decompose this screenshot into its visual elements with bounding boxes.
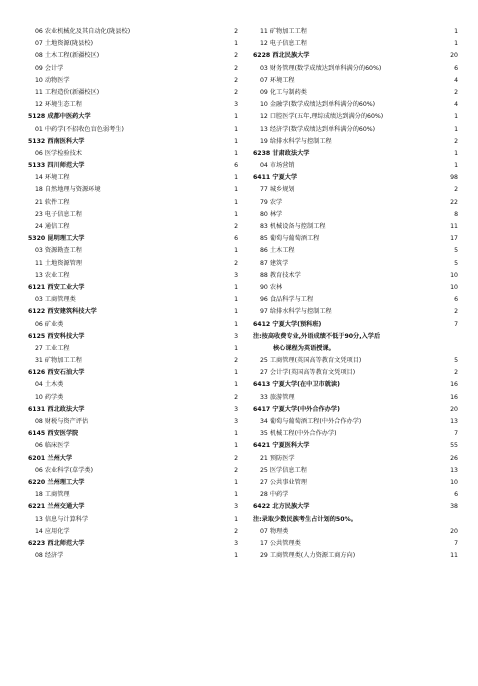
major-row — [253, 26, 458, 38]
major-row — [253, 136, 458, 148]
row-label: 11 土地资源管理 — [35, 259, 82, 267]
major-row — [28, 379, 238, 391]
major-row — [28, 270, 238, 282]
major-row — [253, 75, 458, 87]
row-label: 6122 西安建筑科技大学 — [28, 308, 97, 316]
row-count: 1 — [234, 125, 238, 133]
row-count: 3 — [234, 332, 238, 340]
row-count: 2 — [454, 186, 458, 194]
major-row — [28, 440, 238, 452]
row-label: 97 给排水科学与控制工程 — [260, 308, 332, 316]
row-label: 87 建筑学 — [260, 259, 289, 267]
major-row — [253, 428, 458, 440]
major-row — [253, 38, 458, 50]
school-row — [28, 538, 238, 550]
major-row — [253, 538, 458, 550]
major-row — [253, 355, 458, 367]
row-label: 6421 宁夏医科大学 — [253, 442, 310, 450]
row-label: 14 应用化学 — [35, 527, 70, 535]
row-count: 1 — [234, 210, 238, 218]
row-label: 29 工商管理类(人力资源工商方向) — [260, 552, 356, 560]
row-count: 1 — [234, 40, 238, 48]
row-label: 01 中药学(不招收色盲色弱考生) — [35, 125, 124, 133]
major-row — [253, 367, 458, 379]
major-row — [253, 392, 458, 404]
row-label: 6411 宁夏大学 — [253, 174, 298, 182]
major-row — [253, 63, 458, 75]
row-count: 11 — [450, 223, 458, 230]
school-row — [28, 136, 238, 148]
row-count: 5 — [454, 259, 458, 267]
school-row — [28, 331, 238, 343]
row-count: 1 — [234, 552, 238, 560]
row-count: 26 — [450, 454, 458, 462]
row-label: 35 机械工程(中外合作办学) — [260, 430, 337, 438]
row-label: 06 农业机械化及其自动化(陇县校) — [35, 28, 131, 35]
school-row — [28, 160, 238, 172]
row-label: 28 中药学 — [260, 491, 289, 499]
row-count: 1 — [234, 478, 238, 486]
row-label: 10 金融学(数学成绩达到单科满分的60%) — [260, 101, 376, 109]
row-count: 20 — [450, 527, 458, 535]
major-row — [253, 294, 458, 306]
row-count: 2 — [234, 357, 238, 365]
row-count: 6 — [454, 491, 458, 499]
row-label: 18 自然地理与资源环境 — [35, 186, 101, 194]
row-count: 20 — [450, 405, 458, 413]
row-label: 6126 西安石油大学 — [28, 369, 85, 377]
row-label: 6412 宁夏大学(预科班) — [253, 320, 322, 328]
row-label: 90 农林 — [260, 283, 283, 291]
row-count: 3 — [234, 271, 238, 279]
school-row — [28, 233, 238, 245]
row-count: 1 — [234, 308, 238, 316]
major-row — [253, 489, 458, 501]
row-count: 1 — [234, 442, 238, 450]
major-row — [253, 550, 458, 562]
major-row — [253, 124, 458, 136]
major-row — [28, 294, 238, 306]
row-label: 6238 甘肃政法大学 — [253, 149, 310, 157]
school-row — [28, 367, 238, 379]
row-label: 24 通信工程 — [35, 223, 70, 230]
school-row — [253, 172, 458, 184]
note-row — [253, 331, 458, 343]
row-count: 2 — [454, 88, 458, 96]
major-row — [253, 270, 458, 282]
row-label: 79 农学 — [260, 198, 283, 206]
row-count: 2 — [234, 64, 238, 72]
row-label: 08 经济学 — [35, 552, 64, 560]
row-label: 25 医学信息工程 — [260, 466, 307, 474]
row-label: 13 农业工程 — [35, 271, 70, 279]
row-label: 21 预防医学 — [260, 454, 295, 462]
major-row — [28, 26, 238, 38]
row-count: 2 — [234, 88, 238, 96]
major-row — [28, 343, 238, 355]
major-row — [28, 172, 238, 184]
major-row — [28, 355, 238, 367]
row-count: 1 — [234, 296, 238, 304]
row-label: 96 食品科学与工程 — [260, 296, 314, 304]
school-row — [253, 440, 458, 452]
row-label: 34 葡萄与葡萄酒工程(中外合作办学) — [260, 418, 362, 425]
row-label: 5320 昆明理工大学 — [28, 235, 85, 243]
row-label: 31 矿物加工工程 — [35, 357, 82, 365]
major-row — [253, 465, 458, 477]
school-row — [253, 379, 458, 391]
school-row — [28, 428, 238, 440]
major-row — [28, 416, 238, 428]
row-count: 1 — [234, 344, 238, 352]
major-row — [28, 209, 238, 221]
note-row — [253, 514, 458, 526]
major-row — [253, 209, 458, 221]
row-label: 03 工商管理类 — [35, 296, 76, 304]
row-count: 55 — [450, 442, 458, 450]
row-count: 2 — [234, 466, 238, 474]
row-label: 6417 宁夏大学(中外合作办学) — [253, 405, 340, 413]
row-count: 98 — [450, 174, 458, 182]
row-count: 1 — [234, 491, 238, 499]
row-label: 10 动物医学 — [35, 76, 70, 84]
row-label: 19 给排水科学与控制工程 — [260, 137, 332, 145]
major-row — [28, 124, 238, 136]
school-row — [253, 148, 458, 160]
row-count: 2 — [234, 393, 238, 401]
row-label: 11 工程造价(新疆校区) — [35, 88, 100, 96]
row-label: 6201 兰州大学 — [28, 454, 73, 462]
row-count: 7 — [454, 430, 458, 438]
row-count: 1 — [454, 113, 458, 121]
row-count: 1 — [234, 515, 238, 523]
row-label: 86 土木工程 — [260, 247, 295, 255]
school-row — [28, 477, 238, 489]
major-row — [28, 38, 238, 50]
row-label: 09 会计学 — [35, 64, 64, 72]
row-label: 12 电子信息工程 — [260, 40, 307, 48]
row-count: 2 — [234, 28, 238, 35]
row-count: 2 — [234, 259, 238, 267]
row-label: 5132 西南医科大学 — [28, 137, 85, 145]
row-label: 06 临床医学 — [35, 442, 70, 450]
row-label: 08 财税与资产评估 — [35, 418, 89, 425]
row-count: 1 — [454, 28, 458, 35]
row-label: 6131 西北政法大学 — [28, 405, 85, 413]
major-row — [253, 416, 458, 428]
row-count: 2 — [234, 527, 238, 535]
row-count: 6 — [454, 64, 458, 72]
major-row — [28, 489, 238, 501]
major-row — [253, 282, 458, 294]
row-label: 07 物理类 — [260, 527, 289, 535]
row-count: 4 — [454, 101, 458, 109]
major-row — [28, 526, 238, 538]
row-label: 27 工业工程 — [35, 344, 70, 352]
row-label: 83 机械设备与控制工程 — [260, 223, 326, 230]
major-row — [253, 160, 458, 172]
row-count: 6 — [454, 296, 458, 304]
row-label: 33 旅游管理 — [260, 393, 295, 401]
row-label: 25 工商管理(英国高等教育文凭项目) — [260, 357, 362, 365]
row-label: 80 林学 — [260, 210, 283, 218]
row-count: 5 — [454, 247, 458, 255]
row-label: 11 矿物加工工程 — [260, 28, 307, 35]
row-count: 8 — [454, 210, 458, 218]
major-row — [28, 75, 238, 87]
row-count: 3 — [234, 418, 238, 425]
row-count: 1 — [234, 247, 238, 255]
row-count: 6 — [234, 235, 238, 243]
row-count: 2 — [234, 454, 238, 462]
row-label: 6221 兰州交通大学 — [28, 503, 85, 511]
row-label: 注:按高收费专业,外语成绩不低于90分,入学后 — [253, 332, 381, 340]
row-count: 1 — [234, 369, 238, 377]
row-count: 22 — [450, 198, 458, 206]
major-row — [28, 148, 238, 160]
major-row — [253, 87, 458, 99]
school-row — [253, 319, 458, 331]
row-label: 23 电子信息工程 — [35, 210, 82, 218]
row-count: 13 — [450, 418, 458, 425]
row-count: 1 — [454, 40, 458, 48]
row-count: 17 — [450, 235, 458, 243]
major-row — [28, 197, 238, 209]
row-count: 10 — [450, 283, 458, 291]
row-count: 5 — [454, 357, 458, 365]
row-count: 1 — [234, 381, 238, 389]
row-label: 12 环境生态工程 — [35, 101, 82, 109]
note-row — [253, 343, 458, 355]
major-row — [253, 245, 458, 257]
row-label: 10 药学类 — [35, 393, 64, 401]
row-label: 03 财务管理(数学成绩达到单科满分的60%) — [260, 64, 382, 72]
school-row — [28, 282, 238, 294]
major-row — [28, 245, 238, 257]
row-count: 20 — [450, 52, 458, 60]
row-count: 1 — [234, 283, 238, 291]
row-label: 6223 西北师范大学 — [28, 539, 85, 547]
row-count: 1 — [234, 186, 238, 194]
row-label: 13 信息与计算科学 — [35, 515, 89, 523]
row-count: 16 — [450, 393, 458, 401]
row-count: 1 — [454, 125, 458, 133]
row-label: 09 化工与制药类 — [260, 88, 307, 96]
major-row — [28, 465, 238, 477]
row-count: 3 — [234, 101, 238, 109]
major-row — [253, 233, 458, 245]
row-label: 88 教育技术学 — [260, 271, 301, 279]
row-label: 08 土木工程(新疆校区) — [35, 52, 100, 60]
row-label: 核心课程为英语授课。 — [273, 344, 335, 352]
row-label: 6121 西安工业大学 — [28, 283, 85, 291]
major-row — [253, 111, 458, 123]
row-label: 17 公共管理类 — [260, 539, 301, 547]
school-row — [28, 111, 238, 123]
row-count: 38 — [450, 503, 458, 511]
row-count: 11 — [450, 552, 458, 560]
row-count: 1 — [454, 162, 458, 170]
major-row — [28, 221, 238, 233]
major-row — [28, 184, 238, 196]
row-count: 1 — [234, 198, 238, 206]
row-count: 6 — [234, 162, 238, 170]
row-count: 3 — [234, 405, 238, 413]
major-row — [28, 392, 238, 404]
major-row — [28, 319, 238, 331]
row-count: 7 — [454, 539, 458, 547]
row-label: 5133 四川师范大学 — [28, 162, 85, 170]
row-count: 3 — [234, 503, 238, 511]
row-count: 10 — [450, 271, 458, 279]
school-row — [28, 453, 238, 465]
row-label: 07 环境工程 — [260, 76, 295, 84]
row-count: 16 — [450, 381, 458, 389]
row-label: 06 矿业类 — [35, 320, 64, 328]
school-row — [28, 501, 238, 513]
right-column — [253, 26, 458, 562]
major-row — [253, 477, 458, 489]
row-label: 77 城乡规划 — [260, 186, 295, 194]
row-label: 6125 西安科技大学 — [28, 332, 85, 340]
major-row — [253, 258, 458, 270]
row-count: 2 — [454, 308, 458, 316]
school-row — [28, 404, 238, 416]
row-label: 03 资源勘查工程 — [35, 247, 82, 255]
row-count: 1 — [234, 174, 238, 182]
major-row — [28, 87, 238, 99]
major-row — [28, 514, 238, 526]
row-label: 85 葡萄与葡萄酒工程 — [260, 235, 320, 243]
major-row — [253, 197, 458, 209]
row-label: 6145 西安医学院 — [28, 430, 79, 438]
row-count: 7 — [454, 320, 458, 328]
row-count: 13 — [450, 466, 458, 474]
school-row — [253, 501, 458, 513]
row-label: 5128 成都中医药大学 — [28, 113, 91, 121]
major-row — [253, 184, 458, 196]
row-label: 13 经济学(数学成绩达到单科满分的60%) — [260, 125, 376, 133]
major-row — [28, 258, 238, 270]
row-label: 14 环境工程 — [35, 174, 70, 182]
row-label: 注:录取少数民族考生占计划的50%。 — [253, 515, 357, 523]
row-label: 07 土地资源(陇县校) — [35, 40, 93, 48]
row-label: 21 软件工程 — [35, 198, 70, 206]
row-label: 12 口腔医学(五年,理综成绩达到满分的60%) — [260, 113, 384, 121]
row-count: 2 — [234, 223, 238, 230]
row-label: 6422 北方民族大学 — [253, 503, 310, 511]
major-row — [28, 63, 238, 75]
row-count: 1 — [454, 149, 458, 157]
row-count: 1 — [234, 430, 238, 438]
row-label: 6220 兰州理工大学 — [28, 478, 85, 486]
major-row — [28, 550, 238, 562]
row-count: 1 — [234, 320, 238, 328]
row-count: 10 — [450, 478, 458, 486]
row-label: 04 市场营销 — [260, 162, 295, 170]
major-row — [253, 221, 458, 233]
major-row — [28, 50, 238, 62]
major-row — [253, 453, 458, 465]
row-label: 06 医学检验技术 — [35, 149, 82, 157]
major-row — [28, 99, 238, 111]
major-row — [253, 306, 458, 318]
row-label: 6228 西北民族大学 — [253, 52, 310, 60]
school-row — [253, 404, 458, 416]
row-label: 04 土木类 — [35, 381, 64, 389]
row-count: 1 — [234, 113, 238, 121]
row-count: 1 — [234, 137, 238, 145]
row-count: 2 — [454, 137, 458, 145]
left-column — [28, 26, 238, 562]
row-count: 2 — [234, 52, 238, 60]
row-count: 4 — [454, 76, 458, 84]
row-count: 2 — [234, 76, 238, 84]
row-label: 06 农业科学(草学类) — [35, 466, 93, 474]
row-count: 2 — [454, 369, 458, 377]
row-label: 6413 宁夏大学(在中卫市就读) — [253, 381, 340, 389]
major-row — [253, 526, 458, 538]
major-row — [253, 99, 458, 111]
row-count: 1 — [234, 149, 238, 157]
school-row — [253, 50, 458, 62]
row-label: 27 公共事业管理 — [260, 478, 307, 486]
row-count: 3 — [234, 539, 238, 547]
row-label: 18 工商管理 — [35, 491, 70, 499]
school-row — [28, 306, 238, 318]
row-label: 27 会计学(英国高等教育文凭项目) — [260, 369, 356, 377]
